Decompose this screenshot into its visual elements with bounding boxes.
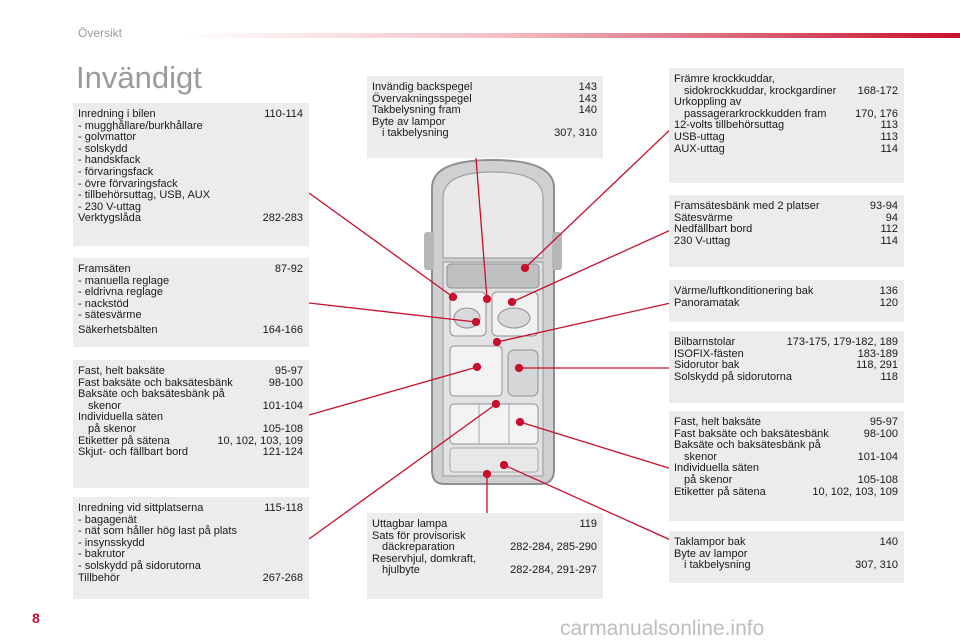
- entry-pages: 168-172: [857, 84, 898, 97]
- entry-pages: 115-118: [264, 502, 303, 514]
- entry-pages: 118, 291: [855, 359, 898, 372]
- box-framsatesbank: [669, 195, 904, 267]
- list-item: - mugghållare/burkhållare: [78, 119, 203, 132]
- list-item: - eldrivna reglage: [78, 286, 163, 299]
- entry-label: Uttagbar lampa: [372, 518, 448, 530]
- callout-dot: [517, 419, 524, 426]
- entry-label: Reservhjul, domkraft,: [372, 552, 476, 565]
- entry-pages: 87-92: [274, 263, 303, 275]
- box-krockkuddar: [669, 68, 904, 183]
- entry-pages: 95-97: [274, 365, 303, 377]
- entry-pages: 282-283: [262, 212, 303, 225]
- callout-dot: [473, 319, 480, 326]
- entry-label: Urkoppling av: [674, 96, 742, 109]
- entry-sublabel: på skenor: [88, 422, 137, 435]
- entry-pages: 113: [880, 130, 898, 143]
- entry-label: 230 V-uttag: [674, 234, 731, 247]
- entry-pages: 307, 310: [855, 559, 898, 572]
- box-baksate-left: [73, 360, 309, 488]
- box-framsaten: [73, 258, 309, 347]
- entry-label: Bilbarnstolar: [674, 336, 736, 348]
- entry-pages: 121-124: [262, 446, 303, 459]
- entry-sublabel: skenor: [684, 450, 718, 463]
- box-baksate-right: [669, 411, 904, 521]
- callout-dot: [494, 339, 501, 346]
- entry-pages: 120: [879, 296, 898, 309]
- list-item: - nät som håller hög last på plats: [78, 525, 237, 538]
- list-item: - förvaringsfack: [78, 165, 154, 178]
- entry-label: Sätesvärme: [674, 211, 733, 224]
- entry-pages: 114: [880, 142, 898, 155]
- list-item: - handskfack: [78, 154, 141, 167]
- entry-pages: 119: [579, 518, 597, 530]
- entry-label: Fast, helt baksäte: [674, 416, 761, 428]
- entry-label: Nedfällbart bord: [674, 223, 753, 236]
- entry-pages: 98-100: [268, 376, 303, 389]
- entry-pages: 267-268: [262, 571, 303, 584]
- entry-pages: 173-175, 179-182, 189: [786, 336, 898, 348]
- entry-label: Tillbehör: [78, 571, 120, 584]
- callout-dot: [522, 265, 529, 272]
- entry-label: Framsäten: [78, 263, 131, 275]
- entry-pages: 10, 102, 103, 109: [812, 485, 898, 498]
- entry-label: Invändig backspegel: [372, 81, 473, 93]
- entry-pages: 183-189: [857, 347, 898, 360]
- entry-pages: 136: [879, 285, 898, 297]
- entry-sublabel: i takbelysning: [684, 559, 751, 572]
- box-taklampor: [669, 531, 904, 583]
- entry-pages: 118: [880, 370, 898, 383]
- entry-label: Byte av lampor: [372, 115, 446, 128]
- entry-pages: 164-166: [262, 323, 303, 336]
- box-barnstolar: [669, 331, 904, 403]
- entry-label: Skjut- och fällbart bord: [78, 446, 189, 459]
- entry-label: Sidorutor bak: [674, 359, 740, 372]
- box-inredning: [73, 103, 309, 246]
- entry-label: Säkerhetsbälten: [78, 323, 158, 336]
- callout-dot: [474, 364, 481, 371]
- list-item: - solskydd: [78, 142, 128, 155]
- entry-pages: 140: [879, 536, 898, 548]
- entry-label: AUX-uttag: [674, 142, 725, 155]
- entry-label: Etiketter på sätena: [78, 434, 170, 447]
- entry-label: Solskydd på sidorutorna: [674, 370, 793, 383]
- entry-label: Etiketter på sätena: [674, 485, 766, 498]
- entry-pages: 94: [885, 211, 898, 224]
- callout-dot: [493, 401, 500, 408]
- box-sittplatser: [73, 497, 309, 599]
- entry-pages: 282-284, 291-297: [510, 564, 597, 577]
- entry-pages: 105-108: [857, 473, 898, 486]
- entry-label: Fast baksäte och baksätesbänk: [674, 427, 829, 440]
- entry-label: Byte av lampor: [674, 547, 748, 560]
- entry-sublabel: hjulbyte: [382, 564, 420, 577]
- entry-pages: 170, 176: [855, 107, 898, 120]
- entry-pages: 143: [578, 92, 597, 105]
- entry-label: Baksäte och baksätesbänk på: [674, 439, 821, 452]
- entry-sublabel: passagerarkrockkudden fram: [684, 107, 827, 120]
- entry-sublabel: skenor: [88, 399, 122, 412]
- entry-pages: 101-104: [262, 399, 303, 412]
- entry-pages: 98-100: [863, 427, 898, 440]
- entry-label: Baksäte och baksätesbänk på: [78, 388, 225, 401]
- entry-label: ISOFIX-fästen: [674, 347, 744, 360]
- entry-label: Takbelysning fram: [372, 104, 461, 117]
- entry-pages: 113: [880, 119, 898, 132]
- van-body: [424, 160, 562, 484]
- entry-sublabel: sidokrockkuddar, krockgardiner: [684, 84, 837, 97]
- entry-label: Panoramatak: [674, 296, 740, 309]
- entry-label: Främre krockkuddar,: [674, 73, 775, 85]
- entry-pages: 95-97: [869, 416, 898, 428]
- entry-label: USB-uttag: [674, 130, 725, 143]
- box-varme: [669, 280, 904, 322]
- page-number: 8: [32, 610, 40, 626]
- entry-label: Fast baksäte och baksätesbänk: [78, 376, 233, 389]
- callout-dot: [509, 299, 516, 306]
- entry-pages: 105-108: [262, 422, 303, 435]
- page-title: Invändigt: [76, 60, 202, 95]
- box-lampa: [367, 513, 603, 599]
- entry-pages: 114: [880, 234, 898, 247]
- entry-sublabel: i takbelysning: [382, 127, 449, 140]
- list-item: - golvmattor: [78, 131, 137, 144]
- list-item: - tillbehörsuttag, USB, AUX: [78, 189, 211, 202]
- entry-sublabel: på skenor: [684, 473, 733, 486]
- entry-pages: 110-114: [264, 108, 303, 120]
- entry-label: Individuella säten: [674, 462, 760, 475]
- callout-dot: [484, 471, 491, 478]
- entry-pages: 282-284, 285-290: [510, 541, 597, 554]
- entry-pages: 93-94: [869, 200, 898, 212]
- list-item: - sätesvärme: [78, 309, 142, 322]
- entry-label: Framsätesbänk med 2 platser: [674, 200, 820, 212]
- callout-dot: [484, 296, 491, 303]
- list-item: - 230 V-uttag: [78, 200, 141, 213]
- entry-label: Sats för provisorisk: [372, 529, 466, 542]
- list-item: - insynsskydd: [78, 536, 145, 549]
- callout-dot: [501, 462, 508, 469]
- entry-label: 12-volts tillbehörsuttag: [674, 119, 785, 132]
- callout-dot: [450, 294, 457, 301]
- entry-sublabel: däckreparation: [382, 541, 455, 554]
- list-item: - solskydd på sidorutorna: [78, 559, 201, 572]
- entry-label: Inredning vid sittplatserna: [78, 502, 204, 514]
- callout-dot: [516, 365, 523, 372]
- list-item: - övre förvaringsfack: [78, 177, 178, 190]
- entry-pages: 140: [578, 104, 597, 117]
- list-item: - nackstöd: [78, 297, 129, 310]
- entry-label: Inredning i bilen: [78, 108, 156, 120]
- entry-pages: 143: [578, 81, 597, 93]
- entry-label: Fast, helt baksäte: [78, 365, 165, 377]
- entry-pages: 112: [880, 223, 898, 236]
- entry-label: Verktygslåda: [78, 212, 141, 225]
- list-item: - bagagenät: [78, 513, 137, 526]
- list-item: - bakrutor: [78, 548, 126, 561]
- list-item: - manuella reglage: [78, 274, 170, 287]
- entry-pages: 101-104: [857, 450, 898, 463]
- section-label: Översikt: [78, 26, 123, 40]
- box-backspegel: [367, 76, 603, 158]
- watermark: carmanualsonline.info: [560, 617, 765, 640]
- entry-label: Individuella säten: [78, 411, 164, 424]
- entry-label: Övervakningsspegel: [372, 92, 472, 105]
- entry-pages: 10, 102, 103, 109: [217, 434, 303, 447]
- entry-pages: 307, 310: [554, 127, 597, 140]
- entry-label: Taklampor bak: [674, 536, 746, 548]
- entry-label: Värme/luftkonditionering bak: [674, 285, 814, 297]
